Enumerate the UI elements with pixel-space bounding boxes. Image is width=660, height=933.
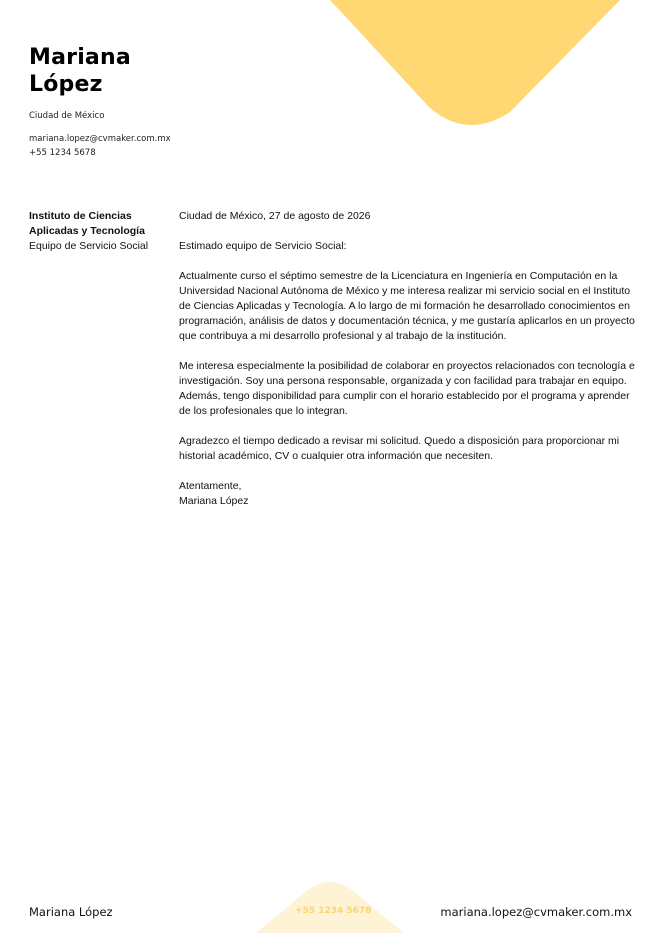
letter-salutation: Estimado equipo de Servicio Social: xyxy=(179,240,347,252)
applicant-last-name: López xyxy=(29,72,103,97)
footer-name: Mariana López xyxy=(29,905,113,919)
applicant-contact xyxy=(29,132,171,160)
letter-closing: Atentamente, xyxy=(179,480,242,492)
applicant-name xyxy=(29,44,131,98)
letter-paragraph: Agradezco el tiempo dedicado a revisar mi solicitud. Quedo a disposición para proporcionar mi historial académico, CV o cualquier otra información que necesiten. xyxy=(179,435,620,462)
footer-phone[interactable]: +55 1234 5678 xyxy=(295,906,372,916)
recipient-department: Equipo de Servicio Social xyxy=(29,240,149,252)
letter-body xyxy=(179,209,635,509)
applicant-city: Ciudad de México xyxy=(29,111,105,121)
footer-email[interactable]: mariana.lopez@cvmaker.com.mx xyxy=(440,905,632,919)
recipient-organization: Instituto de Ciencias Aplicadas y Tecnología xyxy=(29,210,145,237)
recipient-block xyxy=(29,209,149,254)
letter-paragraph: Me interesa especialmente la posibilidad de colaborar en proyectos relacionados con tecnología e investigación. Soy una persona responsable, organizada y con facilidad para trabajar en equipo. Además, tengo disponibilidad para cumplir con el horario establecido por el programa y aprender de los profesionales que lo integran. xyxy=(179,360,635,417)
applicant-phone[interactable]: +55 1234 5678 xyxy=(29,148,96,158)
applicant-first-name: Mariana xyxy=(29,45,131,70)
applicant-email[interactable]: mariana.lopez@cvmaker.com.mx xyxy=(29,134,171,144)
letter-date: Ciudad de México, 27 de agosto de 2026 xyxy=(179,210,371,222)
page-footer xyxy=(0,905,660,925)
letter-signature: Mariana López xyxy=(179,495,249,507)
letter-paragraph: Actualmente curso el séptimo semestre de la Licenciatura en Ingeniería en Computación en la Universidad Nacional Autónoma de México y me interesa realizar mi servicio social en el Instituto de Ciencias Aplicadas y Tecnología. A lo largo de mi formación he desarrollado conocimientos en programación, análisis de datos y documentación técnica, y me gustaría aplicarlos en un proyecto que contribuya a mi desarrollo profesional y al trabajo de la institución. xyxy=(179,270,635,342)
